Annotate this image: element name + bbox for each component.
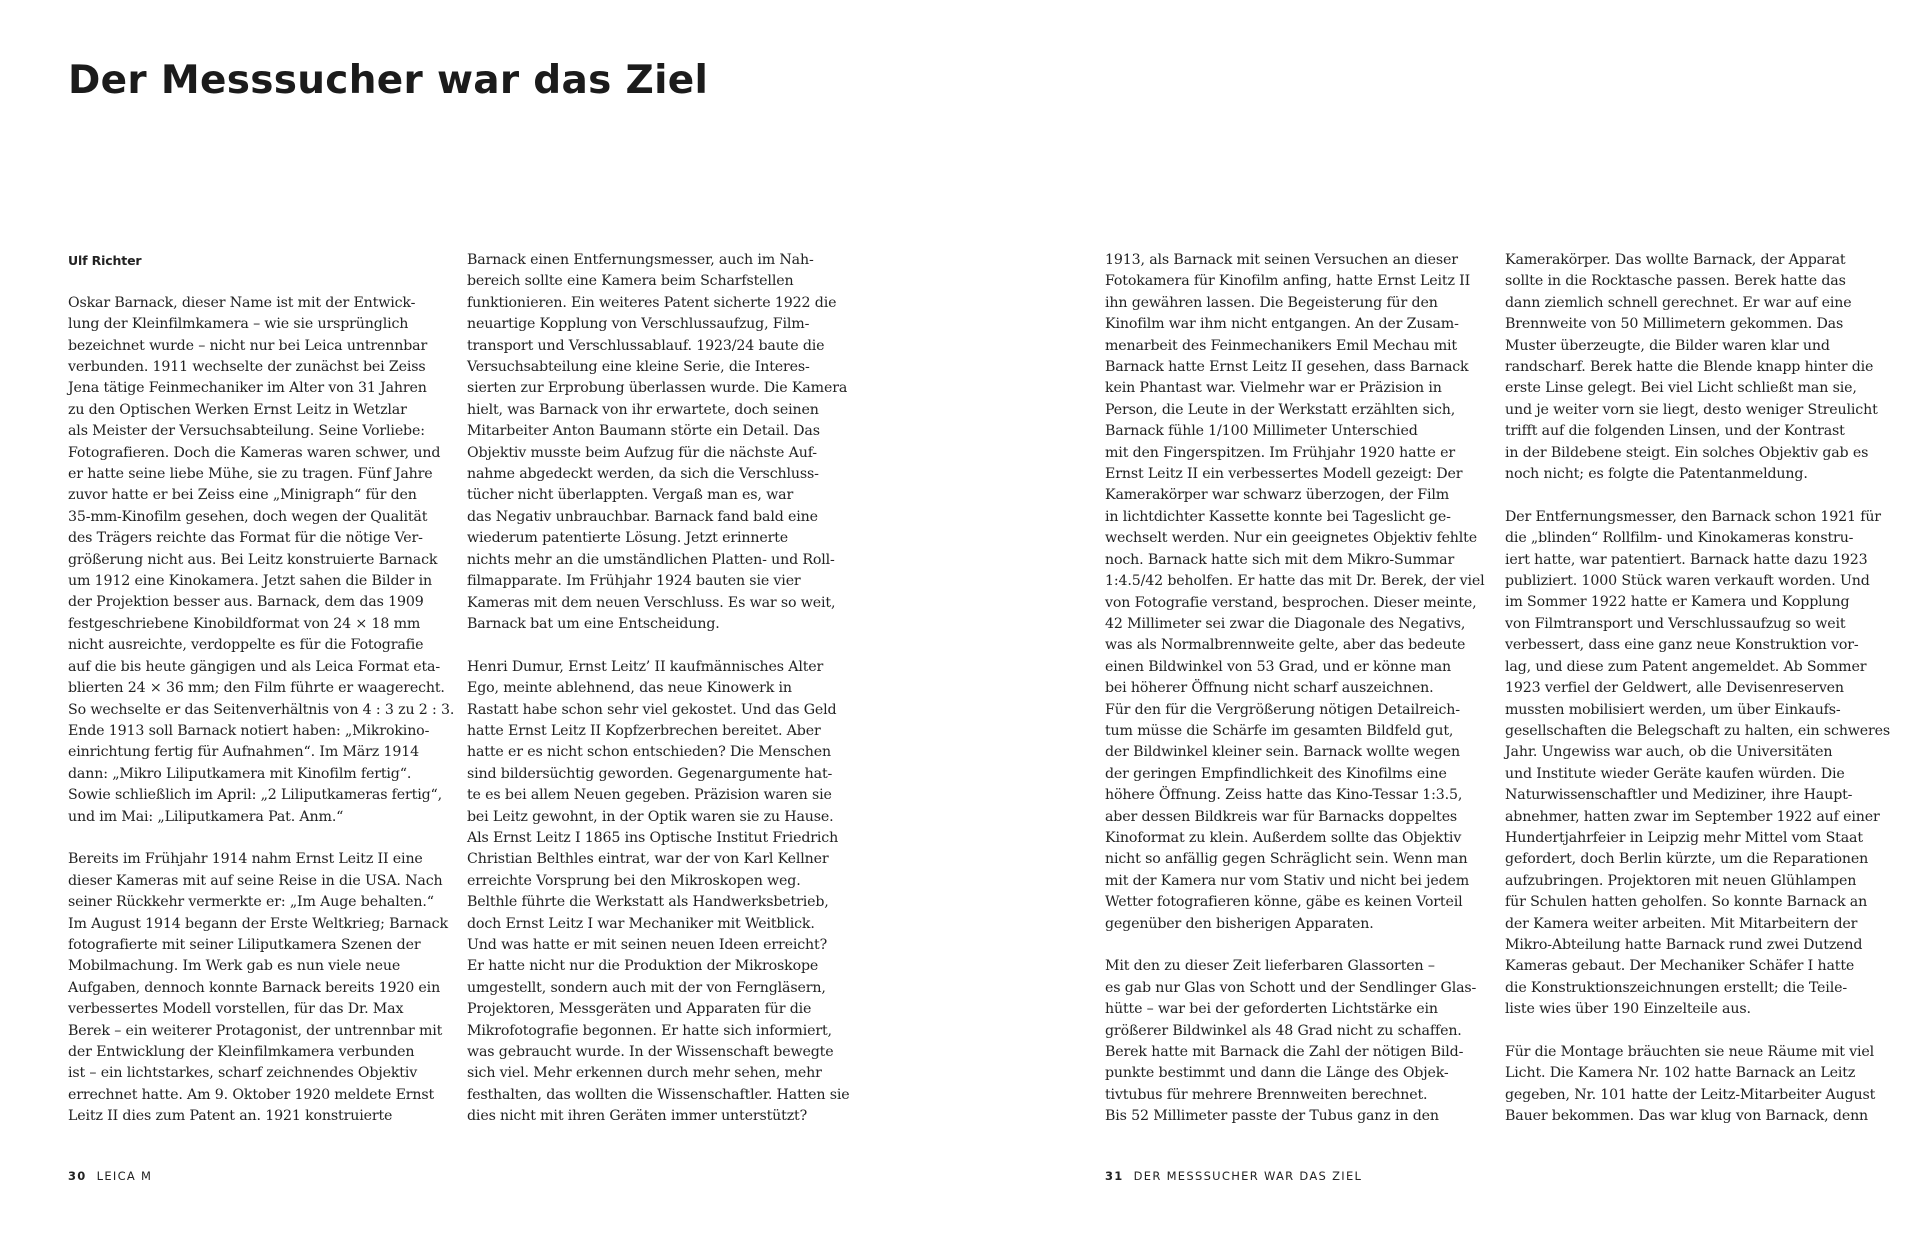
text-column-3 xyxy=(1105,250,1485,1149)
text-column-1 xyxy=(68,250,455,1149)
paragraph: Der Entfernungsmesser, den Barnack schon 1921 für die „blinden“ Rollfilm- und Kinokameras konstru- iert hatte, war patentiert. Barnack hatte dazu 1923 publiziert. 1000 Stück waren verkauft worden. Und im Sommer 1922 hatte er Kamera und Kopplung von Filmtransport und Verschlussaufzug so weit verbessert, dass eine ganz neue Konstruktion vor- lag, und diese zum Patent angemeldet. Ab Sommer 1923 verfiel der Geldwert, alle Devisenreserven mussten mobilisiert werden, um über Einkaufs- gesellschaften die Belegschaft zu halten, ein schweres Jahr. Ungewiss war auch, ob die Universitäten und Institute wieder Geräte kaufen würden. Die Naturwissenschaftler und Mediziner, ihre Haupt- abnehmer, hatten zwar im September 1922 auf einer Hundertjahrfeier in Leipzig mehr Mittel vom Staat gefordert, doch Berlin kürzte, um die Reparationen aufzubringen. Projektoren mit neuen Glühlampen für Schulen hatten geholfen. So konnte Barnack an der Kamera weiter arbeiten. Mit Mitarbeitern der Mikro-Abteilung hatte Barnack rund zwei Dutzend Kameras gebaut. Der Mechaniker Schäfer I hatte die Konstruktionszeichnungen erstellt; die Teile- liste wies über 190 Einzelteile aus. xyxy=(1505,508,1891,1018)
paragraph: Barnack einen Entfernungsmesser, auch im Nah- bereich sollte eine Kamera beim Scharfstellen funktionieren. Ein weiteres Patent sicherte 1922 die neuartige Kopplung von Verschlussaufzug, Film- transport und Verschlussablauf. 1923/24 baute die Versuchsabteilung eine kleine Serie, die Interes- sierten zur Erprobung überlassen wurde. Die Kamera hielt, was Barnack von ihr erwartete, doch seinen Mitarbeiter Anton Baumann störte ein Detail. Das Objektiv musste beim Aufzug für die nächste Auf- nahme abgedeckt werden, da sich die Verschluss- tücher nicht überlappten. Vergaß man es, war das Negativ unbrauchbar. Barnack fand bald eine wiederum patentierte Lösung. Jetzt erinnerte nichts mehr an die umständlichen Platten- und Roll- filmapparate. Im Frühjahr 1924 bauten sie vier Kameras mit dem neuen Verschluss. Es war so weit, Barnack bat um eine Entscheidung. xyxy=(467,252,848,632)
paragraph: Oskar Barnack, dieser Name ist mit der Entwick- lung der Kleinfilmkamera – wie sie ursprünglich bezeichnet wurde – nicht nur bei Leica untrennbar verbunden. 1911 wechselte der zunächst bei Zeiss Jena tätige Feinmechaniker im Alter von 31 Jahren zu den Optischen Werken Ernst Leitz in Wetzlar als Meister der Versuchsabteilung. Seine Vorliebe: Fotografieren. Doch die Kameras waren schwer, und er hatte seine liebe Mühe, sie zu tragen. Fünf Jahre zuvor hatte er bei Zeiss eine „Minigraph“ für den 35-mm-Kinofilm gesehen, doch wegen der Qualität des Trägers reichte das Format für die nötige Ver- größerung nicht aus. Bei Leitz konstruierte Barnack um 1912 eine Kinokamera. Jetzt sahen die Bilder in der Projektion besser aus. Barnack, dem das 1909 festgeschriebene Kinobildformat von 24 × 18 mm nicht ausreichte, verdoppelte es für die Fotografie auf die bis heute gängigen und als Leica Format eta- blierten 24 × 36 mm; den Film führte er waagerecht. So wechselte er das Seitenverhältnis von 4 : 3 zu 2 : 3. Ende 1913 soll Barnack notiert haben: „Mikrokino- einrichtung fertig für Aufnahmen“. Im März 1914 dann: „Mikro Liliputkamera mit Kinofilm fertig“. Sowie schließlich im April: „2 Liliputkameras fertig“, und im Mai: „Liliputkamera Pat. Anm.“ xyxy=(68,294,455,825)
page-title: Der Messsucher war das Ziel xyxy=(68,58,709,103)
text-column-2 xyxy=(467,250,850,1149)
page-number-left: 30 xyxy=(68,1169,87,1183)
paragraph: Henri Dumur, Ernst Leitz’ II kaufmännisches Alter Ego, meinte ablehnend, das neue Kinowerk in Rastatt habe schon sehr viel gekostet. Und das Geld hatte Ernst Leitz II Kopfzerbrechen bereitet. Aber hatte er es nicht schon entschieden? Die Menschen sind bildersüchtig geworden. Gegenargumente hat- te es bei allem Neuen gegeben. Präzision waren sie bei Leitz gewohnt, in der Optik waren sie zu Hause. Als Ernst Leitz I 1865 ins Optische Institut Friedrich Christian Belthles eintrat, war der von Karl Kellner erreichte Vorsprung bei den Mikroskopen weg. Belthle führte die Werkstatt als Handwerksbetrieb, doch Ernst Leitz I war Mechaniker mit Weitblick. Und was hatte er mit seinen neuen Ideen erreicht? Er hatte nicht nur die Produktion der Mikroskope umgestellt, sondern auch mit der von Ferngläsern, Projektoren, Messgeräten und Apparaten für die Mikrofotografie begonnen. Er hatte sich informiert, was gebraucht wurde. In der Wissenschaft bewegte sich viel. Mehr erkennen durch mehr sehen, mehr festhalten, das wollten die Wissenschaftler. Hatten sie dies nicht mit ihren Geräten immer unterstützt? xyxy=(467,658,850,1125)
footer-left xyxy=(68,1169,152,1183)
paragraph: Für die Montage bräuchten sie neue Räume mit viel Licht. Die Kamera Nr. 102 hatte Barnack an Leitz gegeben, Nr. 101 hatte der Leitz-Mitarbeiter August Bauer bekommen. Das war klug von Barnack, denn xyxy=(1505,1044,1876,1125)
paragraph: 1913, als Barnack mit seinen Versuchen an dieser Fotokamera für Kinofilm anfing, hatte Ernst Leitz II ihn gewähren lassen. Die Begeisterung für den Kinofilm war ihm nicht entgangen. An der Zusam- menarbeit des Feinmechanikers Emil Mechau mit Barnack hatte Ernst Leitz II gesehen, dass Barnack kein Phantast war. Vielmehr war er Präzision in Person, die Leute in der Werkstatt erzählten sich, Barnack fühle 1/100 Millimeter Unterschied mit den Fingerspitzen. Im Frühjahr 1920 hatte er Ernst Leitz II ein verbessertes Modell gezeigt: Der Kamerakörper war schwarz überzogen, der Film in lichtdichter Kassette konnte bei Tageslicht ge- wechselt werden. Nur ein geeignetes Objektiv fehlte noch. Barnack hatte sich mit dem Mikro-Summar 1:4.5/42 beholfen. Er hatte das mit Dr. Berek, der viel von Fotografie verstand, besprochen. Dieser meinte, 42 Millimeter sei zwar die Diagonale des Negativs, was als Normalbrennweite gelte, aber das bedeute einen Bildwinkel von 53 Grad, und er könne man bei höherer Öffnung nicht scharf auszeichnen. Für den für die Vergrößerung nötigen Detailreich- tum müsse die Schärfe im gesamten Bildfeld gut, der Bildwinkel kleiner sein. Barnack wollte wegen der geringen Empfindlichkeit des Kinofilms eine höhere Öffnung. Zeiss hatte das Kino-Tessar 1:3.5, aber dessen Bildkreis war für Barnacks doppeltes Kinoformat zu klein. Außerdem sollte das Objektiv nicht so anfällig gegen Schräglicht sein. Wenn man mit der Kamera nur vom Stativ und nicht bei jedem Wetter fotografieren könne, gäbe es keinen Vorteil gegenüber den bisherigen Apparaten. xyxy=(1105,252,1485,932)
paragraph: Kamerakörper. Das wollte Barnack, der Apparat sollte in die Rocktasche passen. Berek hatte das dann ziemlich schnell gerechnet. Er war auf eine Brennweite von 50 Millimetern gekommen. Das Muster überzeugte, die Bilder waren klar und randscharf. Berek hatte die Blende knapp hinter die erste Linse gelegt. Bei viel Licht schließt man sie, und je weiter vorn sie liegt, desto weniger Streulicht trifft auf die folgenden Linsen, und der Kontrast in der Bildebene steigt. Ein solches Objektiv gab es noch nicht; es folgte die Patentanmeldung. xyxy=(1505,252,1878,483)
text-column-4 xyxy=(1505,250,1891,1149)
paragraph: Bereits im Frühjahr 1914 nahm Ernst Leitz II eine dieser Kameras mit auf seine Reise in die USA. Nach seiner Rückkehr vermerkte er: „Im Auge behalten.“ Im August 1914 begann der Erste Weltkrieg; Barnack fotografierte mit seiner Liliputkamera Szenen der Mobilmachung. Im Werk gab es nun viele neue Aufgaben, dennoch konnte Barnack bereits 1920 ein verbessertes Modell vorstellen, für das Dr. Max Berek – ein weiterer Protagonist, der untrennbar mit der Entwicklung der Kleinfilmkamera verbunden ist – ein lichtstarkes, scharf zeichnendes Objektiv errechnet hatte. Am 9. Oktober 1920 meldete Ernst Leitz II dies zum Patent an. 1921 konstruierte xyxy=(68,851,448,1125)
author-name: Ulf Richter xyxy=(68,253,142,268)
page-number-right: 31 xyxy=(1105,1169,1124,1183)
footer-right xyxy=(1105,1169,1362,1183)
paragraph: Mit den zu dieser Zeit lieferbaren Glassorten – es gab nur Glas von Schott und der Sendlinger Glas- hütte – war bei der geforderten Lichtstärke ein größerer Bildwinkel als 48 Grad nicht zu schaffen. Berek hatte mit Barnack die Zahl der nötigen Bild- punkte bestimmt und dann die Länge des Objek- tivtubus für mehrere Brennweiten berechnet. Bis 52 Millimeter passte der Tubus ganz in den xyxy=(1105,958,1477,1125)
running-title-left: LEICA M xyxy=(96,1169,153,1183)
running-title-right: DER MESSSUCHER WAR DAS ZIEL xyxy=(1133,1169,1363,1183)
